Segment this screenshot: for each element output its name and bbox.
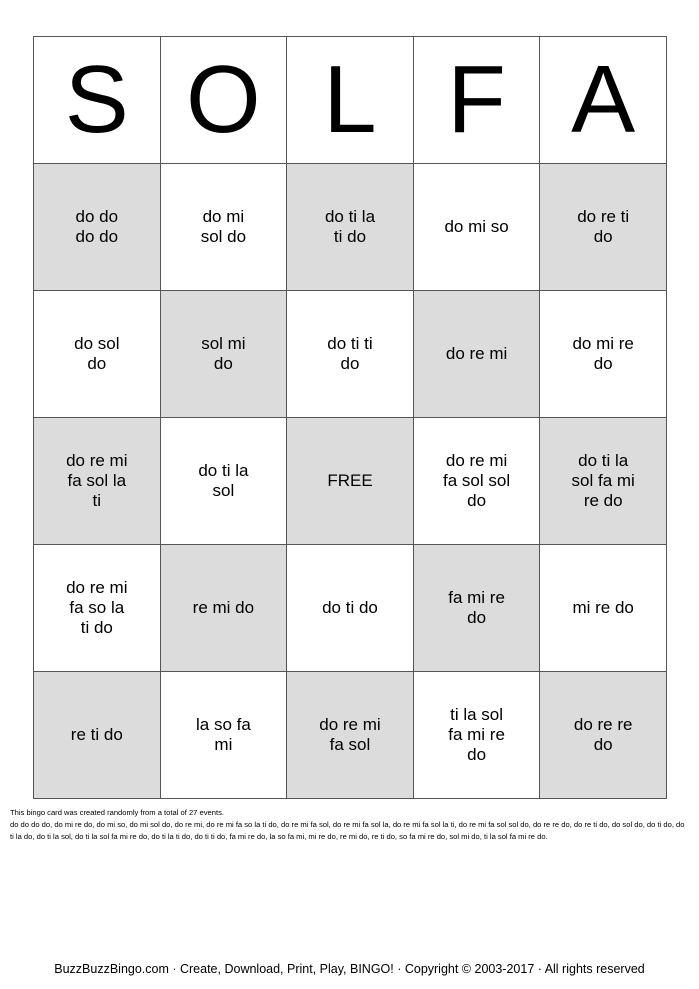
- bingo-cell-line: fa sol la: [67, 471, 127, 490]
- bingo-cell-line: re do: [583, 491, 623, 510]
- bingo-cell-line: do ti la: [324, 207, 376, 226]
- bingo-cell-line: sol: [212, 481, 235, 500]
- bingo-cell: [540, 545, 667, 672]
- bingo-cell: [540, 418, 667, 545]
- card-note-intro: This bingo card was created randomly from a total of 27 events.: [10, 808, 224, 817]
- bingo-cell-line: fa sol sol: [443, 471, 511, 490]
- bingo-row: [34, 418, 667, 545]
- bingo-cell-line: do: [467, 491, 487, 510]
- bingo-cell: [287, 164, 414, 291]
- bingo-row: [34, 672, 667, 799]
- card-note: [10, 807, 690, 843]
- bingo-cell-line: sol mi: [201, 334, 246, 353]
- bingo-cell-line: do do: [75, 227, 119, 246]
- bingo-cell-line: ti la sol: [450, 705, 504, 724]
- bingo-cell-line: do: [593, 354, 613, 373]
- header-letter-l: L: [287, 37, 414, 164]
- bingo-cell-line: do: [467, 608, 487, 627]
- bingo-cell-line: do re ti: [577, 207, 630, 226]
- bingo-cell-line: fa sol: [329, 735, 371, 754]
- bingo-cell-line: fa so la: [69, 598, 125, 617]
- bingo-cell-line: ti: [92, 491, 102, 510]
- bingo-cell: [413, 164, 540, 291]
- header-letter-o: O: [160, 37, 287, 164]
- bingo-cell-line: do sol: [74, 334, 120, 353]
- bingo-cell: [540, 291, 667, 418]
- bingo-cell: [34, 672, 161, 799]
- bingo-cell-line: do: [467, 745, 487, 764]
- bingo-cell-line: do ti la: [198, 461, 249, 480]
- bingo-cell: [34, 418, 161, 545]
- bingo-cell-line: ti do: [80, 618, 113, 637]
- bingo-cell-line: do: [593, 227, 613, 246]
- bingo-cell-line: do ti ti: [327, 334, 373, 353]
- bingo-row: [34, 545, 667, 672]
- bingo-cell: [287, 291, 414, 418]
- bingo-cell-line: do re mi: [319, 715, 381, 734]
- bingo-cell-line: la so fa: [195, 715, 251, 734]
- header-letter-s: S: [34, 37, 161, 164]
- bingo-cell: [540, 672, 667, 799]
- bingo-cell: [34, 164, 161, 291]
- bingo-cell: [160, 672, 287, 799]
- bingo-cell: [413, 418, 540, 545]
- bingo-cell-line: fa mi re: [448, 588, 505, 607]
- bingo-cell-line: fa mi re: [448, 725, 505, 744]
- bingo-cell-line: do: [213, 354, 233, 373]
- bingo-cell: [34, 291, 161, 418]
- bingo-cell-line: sol fa mi: [571, 471, 635, 490]
- bingo-cell-line: do: [87, 354, 107, 373]
- bingo-cell: [287, 418, 414, 545]
- bingo-cell: [160, 291, 287, 418]
- bingo-cell: [287, 545, 414, 672]
- bingo-cell: [413, 291, 540, 418]
- bingo-cell-line: do re re: [573, 715, 633, 734]
- bingo-cell: [160, 418, 287, 545]
- bingo-cell-line: mi re do: [572, 598, 634, 617]
- bingo-cell-line: sol do: [200, 227, 247, 246]
- page-footer: BuzzBuzzBingo.com · Create, Download, Print, Play, BINGO! · Copyright © 2003-2017 · All rights reserved: [54, 962, 645, 976]
- bingo-row: [34, 291, 667, 418]
- bingo-cell-line: do re mi: [445, 451, 508, 470]
- bingo-cell-line: ti do: [333, 227, 367, 246]
- bingo-cell-line: do: [593, 735, 613, 754]
- bingo-cell-line: mi: [214, 735, 233, 754]
- bingo-cell-line: do do: [75, 207, 119, 226]
- bingo-cell: [413, 545, 540, 672]
- bingo-cell: [160, 164, 287, 291]
- bingo-cell: [160, 545, 287, 672]
- header-letter-a: A: [540, 37, 667, 164]
- bingo-cell-line: do mi re: [572, 334, 634, 353]
- header-letter-f: F: [413, 37, 540, 164]
- bingo-cell-line: do re mi: [445, 344, 508, 363]
- bingo-cell-line: do: [340, 354, 360, 373]
- bingo-cell-line: do ti do: [322, 598, 378, 617]
- bingo-cell-line: do mi: [202, 207, 245, 226]
- card-note-events: do do do do, do mi re do, do mi so, do mi sol do, do re mi, do re mi fa so la ti do, do re mi fa sol, do re mi fa sol la, do re mi fa sol la ti, do re mi fa sol sol do, do re re do, do re ti do, do sol do, do ti do, do ti la do, do ti la sol, do ti la sol fa mi re do, do ti la ti do, do ti ti do, fa mi re do, la so fa mi, mi re do, re mi do, re ti do, so fa mi re do, sol mi do, ti la sol fa mi re do.: [10, 820, 685, 841]
- bingo-cell-line: re ti do: [70, 725, 123, 744]
- bingo-cell: [540, 164, 667, 291]
- bingo-cell: [287, 672, 414, 799]
- bingo-cell-line: do re mi: [66, 578, 128, 597]
- bingo-header-row: [34, 37, 667, 164]
- bingo-card: [33, 36, 667, 799]
- bingo-cell-line: do re mi: [66, 451, 128, 470]
- bingo-cell-line: do mi so: [444, 217, 509, 236]
- bingo-cell-line: do ti la: [578, 451, 629, 470]
- bingo-row: [34, 164, 667, 291]
- bingo-cell: [413, 672, 540, 799]
- bingo-cell-line: FREE: [327, 471, 373, 490]
- bingo-cell: [34, 545, 161, 672]
- bingo-cell-line: re mi do: [192, 598, 255, 617]
